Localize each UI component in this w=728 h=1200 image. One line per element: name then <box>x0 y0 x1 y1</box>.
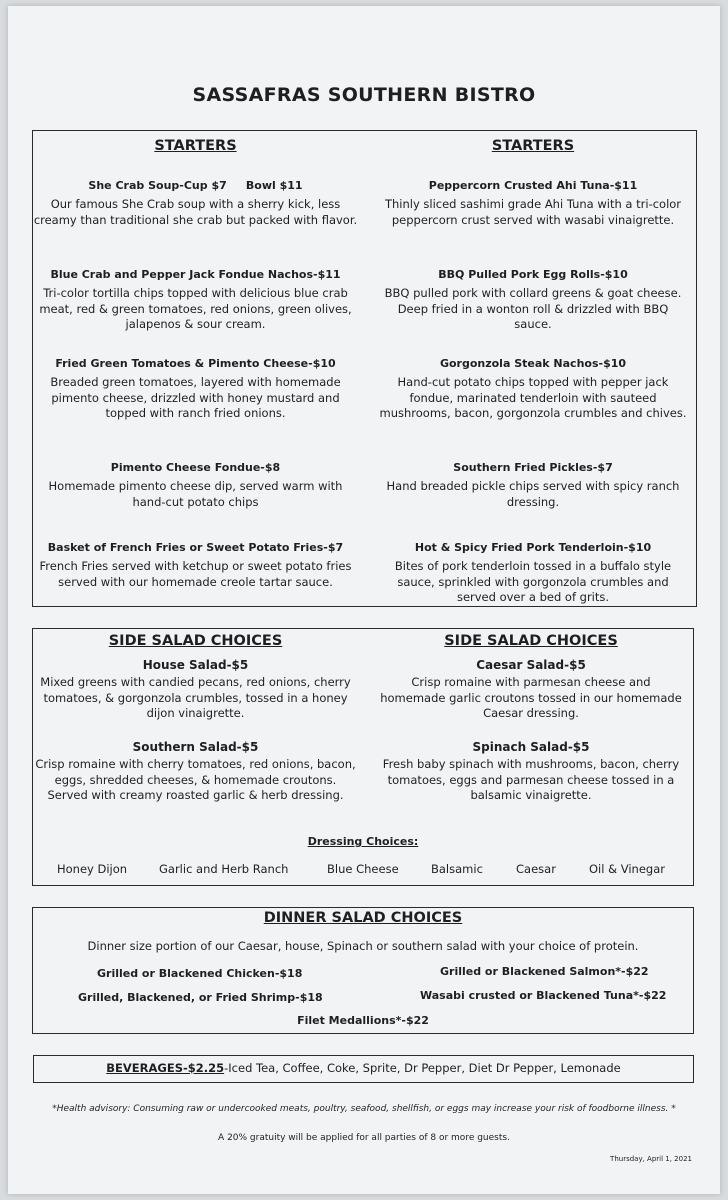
item-description: Mixed greens with candied pecans, red onions, cherry tomatoes, & gorgonzola crumbles, tossed in a honey dijon vinaigrette. <box>40 675 351 720</box>
item-name: Hot & Spicy Fried Pork Tenderloin-$10 <box>414 541 652 554</box>
side-salad-left-heading: SIDE SALAD CHOICES <box>108 633 283 649</box>
menu-item <box>33 461 358 510</box>
dinner-salad-intro: Dinner size portion of our Caesar, house, Spinach or southern salad with your choice of protein. <box>87 939 639 953</box>
starters-left-heading: STARTERS <box>154 138 237 154</box>
item-description: Hand breaded pickle chips served with spicy ranch dressing. <box>386 479 680 509</box>
dressing-option: Garlic and Herb Ranch <box>159 862 289 876</box>
beverages-line <box>34 1061 693 1075</box>
side-salad-right-heading: SIDE SALAD CHOICES <box>444 633 618 649</box>
menu-item <box>378 357 688 422</box>
item-description: Tri-color tortilla chips topped with delicious blue crab meat, red & green tomatoes, red onions, green olives, jalapenos & sour cream. <box>39 286 352 331</box>
menu-item <box>378 541 688 606</box>
health-advisory: *Health advisory: Consuming raw or undercooked meats, poultry, seafood, shellfish, or eggs may increase your risk of foodborne illness. * <box>52 1104 676 1114</box>
dressing-heading: Dressing Choices: <box>307 835 419 848</box>
item-name: Caesar Salad-$5 <box>476 658 586 672</box>
dressing-option: Honey Dijon <box>57 862 128 876</box>
item-description: Crisp romaine with parmesan cheese and homemade garlic croutons tossed in our homemade Caesar dressing. <box>380 675 682 720</box>
menu-item <box>378 179 688 228</box>
item-name: Southern Fried Pickles-$7 <box>453 461 613 474</box>
protein-option: Grilled or Blackened Salmon*-$22 <box>440 965 649 978</box>
side-salad-left-column <box>33 629 358 829</box>
item-name: Basket of French Fries or Sweet Potato Fries-$7 <box>47 541 344 554</box>
item-description: Our famous She Crab soup with a sherry kick, less creamy than traditional she crab but packed with flavor. <box>33 197 358 227</box>
protein-option: Wasabi crusted or Blackened Tuna*-$22 <box>420 989 667 1002</box>
beverages-section <box>33 1055 694 1083</box>
item-description: Thinly sliced sashimi grade Ahi Tuna with a tri-color peppercorn crust served with wasabi vinaigrette. <box>384 197 682 227</box>
item-description: Homemade pimento cheese dip, served warm with hand-cut potato chips <box>48 479 343 509</box>
menu-item <box>33 541 358 590</box>
dinner-salad-section <box>32 907 694 1034</box>
item-description: BBQ pulled pork with collard greens & goat cheese. Deep fried in a wonton roll & drizzled with BBQ sauce. <box>384 286 682 331</box>
menu-item <box>33 357 358 422</box>
menu-item <box>378 740 684 804</box>
dressing-option: Oil & Vinegar <box>589 862 665 876</box>
starters-section <box>32 130 697 607</box>
beverages-list: -Iced Tea, Coffee, Coke, Sprite, Dr Pepper, Diet Dr Pepper, Lemonade <box>224 1061 621 1075</box>
item-name: Peppercorn Crusted Ahi Tuna-$11 <box>428 179 638 192</box>
starters-right-heading: STARTERS <box>491 138 575 154</box>
item-description: Crisp romaine with cherry tomatoes, red onions, bacon, eggs, shredded cheeses, & homemade croutons. Served with creamy roasted garlic & herb dressing. <box>35 757 356 802</box>
item-description: Bites of pork tenderloin tossed in a buffalo style sauce, sprinkled with gorgonzola crumbles and served over a bed of grits. <box>394 559 672 604</box>
menu-item <box>378 461 688 510</box>
beverages-price-label: BEVERAGES-$2.25 <box>106 1061 225 1075</box>
protein-option: Grilled, Blackened, or Fried Shrimp-$18 <box>78 991 323 1004</box>
item-name: Fried Green Tomatoes & Pimento Cheese-$10 <box>55 357 336 370</box>
item-name: Pimento Cheese Fondue-$8 <box>110 461 281 474</box>
dressing-option: Caesar <box>516 862 556 876</box>
item-name: Blue Crab and Pepper Jack Fondue Nachos-$11 <box>50 268 341 281</box>
starters-right-column <box>378 131 688 606</box>
item-name: BBQ Pulled Pork Egg Rolls-$10 <box>438 268 628 281</box>
side-salad-section <box>32 628 694 886</box>
protein-option: Grilled or Blackened Chicken-$18 <box>97 967 303 980</box>
protein-option: Filet Medallions*-$22 <box>297 1014 429 1027</box>
dinner-salad-heading: DINNER SALAD CHOICES <box>263 910 463 926</box>
page-title: SASSAFRAS SOUTHERN BISTRO <box>192 84 536 106</box>
menu-item <box>33 658 358 722</box>
item-description: French Fries served with ketchup or sweet potato fries served with our homemade creole tartar sauce. <box>39 559 352 589</box>
side-salad-right-column <box>378 629 684 829</box>
item-description: Fresh baby spinach with mushrooms, bacon, cherry tomatoes, eggs and parmesan cheese tossed in a balsamic vinaigrette. <box>382 757 680 802</box>
gratuity-note: A 20% gratuity will be applied for all parties of 8 or more guests. <box>218 1133 510 1143</box>
item-name: Southern Salad-$5 <box>132 740 259 754</box>
menu-item <box>33 179 358 228</box>
item-name: She Crab Soup-Cup $7 Bowl $11 <box>88 179 303 192</box>
item-name: Gorgonzola Steak Nachos-$10 <box>439 357 627 370</box>
item-description: Breaded green tomatoes, layered with homemade pimento cheese, drizzled with honey mustard and topped with ranch fried onions. <box>50 375 341 420</box>
item-name: Spinach Salad-$5 <box>472 740 590 754</box>
dressing-option: Balsamic <box>431 862 483 876</box>
dressing-option: Blue Cheese <box>327 862 399 876</box>
menu-item <box>33 740 358 804</box>
item-description: Hand-cut potato chips topped with pepper jack fondue, marinated tenderloin with sauteed mushrooms, bacon, gorgonzola crumbles and chives. <box>379 375 687 420</box>
print-date: Thursday, April 1, 2021 <box>610 1155 692 1163</box>
menu-item <box>378 658 684 722</box>
menu-item <box>378 268 688 333</box>
item-name: House Salad-$5 <box>142 658 249 672</box>
menu-item <box>33 268 358 333</box>
starters-left-column <box>33 131 358 606</box>
